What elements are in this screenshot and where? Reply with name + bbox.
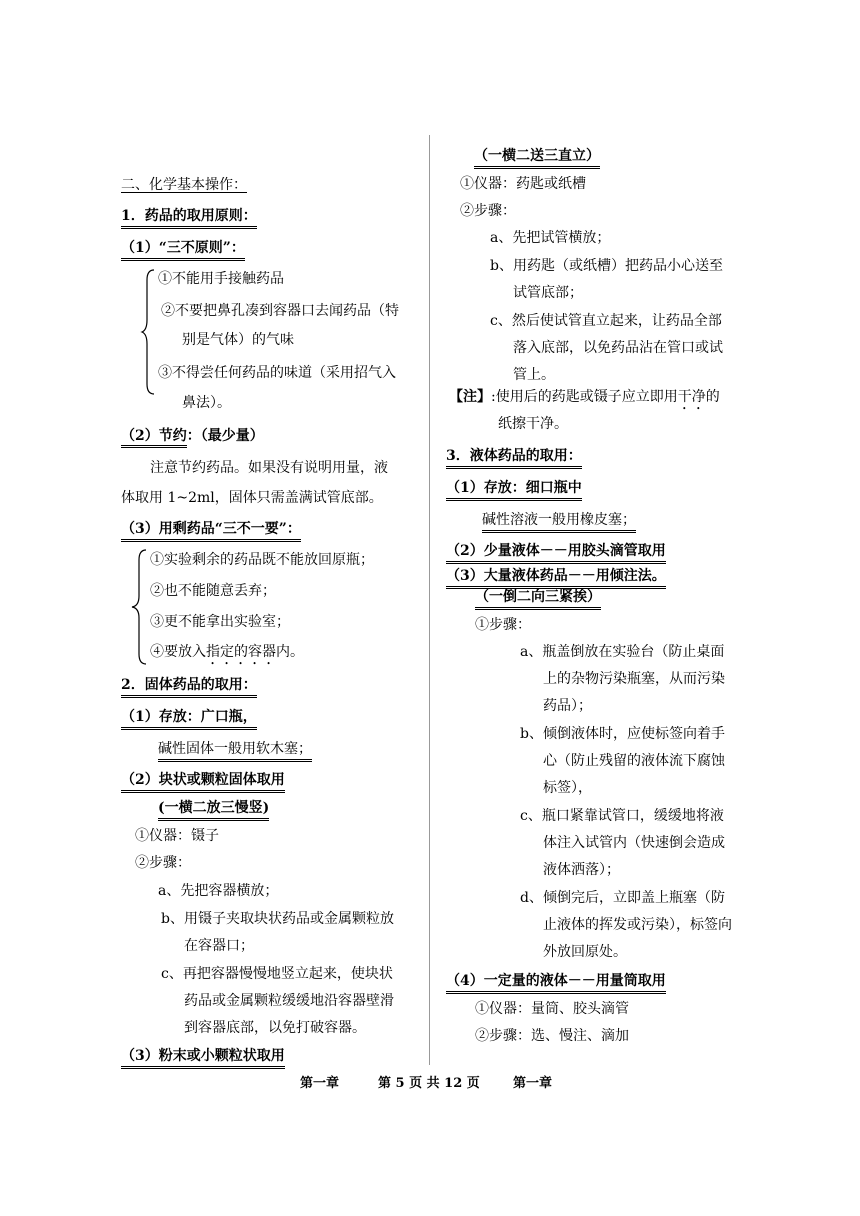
liquid-step-d-line3: 外放回原处。 — [543, 944, 627, 960]
leftover-rule-1: ①实验剩余的药品既不能放回原瓶； — [150, 552, 374, 568]
heading-3-1-note: 碱性溶液一般用橡皮塞； — [482, 511, 636, 533]
section-heading: 二、化学基本操作： — [121, 177, 247, 193]
footer-chapter-left: 第一章 — [300, 1076, 340, 1091]
cylinder-steps: ②步骤：选、慢注、滴加 — [475, 1028, 629, 1044]
mnemonic-liquid: （一倒二向三紧挨） — [475, 588, 601, 610]
left-brace-1 — [140, 268, 156, 396]
heading-3-4: （4）一定量的液体－－用量筒取用 — [446, 972, 666, 994]
step-c-line2: 药品或金属颗粒缓缓地沿容器壁滑 — [184, 993, 394, 1009]
liquid-step-b-line1: b、倾倒液体时，应使标签向着手 — [520, 726, 725, 742]
mnemonic-powder: （一横二送三直立） — [474, 147, 600, 169]
mnemonic-solid: (一横二放三慢竖) — [158, 799, 269, 821]
liquid-step-a-line2: 上的杂物污染瓶塞，从而污染 — [543, 671, 725, 687]
step-b-line2: 在容器口； — [184, 938, 254, 954]
powder-instrument: ①仪器：药匙或纸槽 — [460, 176, 586, 192]
heading-1-2: （2）节约：（最少量） — [121, 427, 264, 445]
liquid-steps-label: ①步骤： — [475, 617, 531, 633]
paragraph-line1: 注意节约药品。如果没有说明用量，液 — [150, 460, 388, 476]
rule-1: ①不能用手接触药品 — [158, 271, 284, 287]
cylinder-instrument: ①仪器：量筒、胶头滴管 — [475, 1001, 629, 1017]
footer-chapter-right: 第一章 — [513, 1076, 553, 1091]
powder-step-b-line2: 试管底部； — [513, 285, 583, 301]
powder-step-b-line1: b、用药匙（或纸槽）把药品小心送至 — [490, 258, 723, 274]
liquid-step-b-line3: 标签）， — [543, 780, 592, 796]
liquid-step-d-line1: d、倾倒完后，立即盖上瓶塞（防 — [520, 890, 725, 906]
heading-3-3: （3）大量液体药品－－用倾注法。 — [446, 567, 666, 589]
heading-2-1: （1）存放：广口瓶， — [121, 708, 257, 730]
heading-3: 3．液体药品的取用： — [446, 447, 582, 469]
left-brace-2 — [130, 548, 148, 666]
liquid-step-a-line3: 药品）； — [543, 698, 592, 714]
rule-2-line1: ②不要把鼻孔凑到容器口去闻药品（特 — [161, 303, 399, 319]
heading-2-3: （3）粉末或小颗粒状取用 — [121, 1047, 285, 1069]
powder-step-c-line3: 管上。 — [513, 367, 555, 383]
step-b-line1: b、用镊子夹取块状药品或金属颗粒放 — [161, 911, 394, 927]
footer-page-number: 第 5 页 共 12 页 — [378, 1076, 480, 1091]
note-line1: 【注】:使用后的药匙或镊子应立即用干净的 — [449, 389, 720, 405]
liquid-step-a-line1: a、瓶盖倒放在实验台（防止桌面 — [520, 644, 725, 660]
heading-1: 1．药品的取用原则： — [121, 207, 257, 229]
step-a: a、先把容器横放； — [158, 883, 279, 899]
steps-label: ②步骤： — [135, 855, 191, 871]
liquid-step-b-line2: 心（防止残留的液体流下腐蚀 — [543, 753, 725, 769]
column-divider — [429, 135, 430, 1065]
liquid-step-c-line3: 液体洒落）； — [543, 862, 620, 878]
instrument-line: ①仪器：镊子 — [135, 828, 219, 844]
leftover-rule-4: ④要放入指定的容器内。 — [150, 644, 304, 660]
powder-step-a: a、先把试管横放； — [490, 230, 611, 246]
step-c-line3: 到容器底部，以免打破容器。 — [184, 1020, 366, 1036]
leftover-rule-3: ③更不能拿出实验室； — [150, 614, 290, 630]
rule-2-line2: 别是气体）的气味 — [182, 332, 294, 348]
rule-3-line1: ③不得尝任何药品的味道（采用招气入 — [158, 365, 396, 381]
powder-steps-label: ②步骤： — [460, 203, 516, 219]
powder-step-c-line2: 落入底部，以免药品沾在管口或试 — [513, 340, 723, 356]
heading-3-1: （1）存放：细口瓶中 — [446, 479, 582, 501]
heading-2-2: （2）块状或颗粒固体取用 — [121, 771, 285, 793]
powder-step-c-line1: c、然后使试管直立起来，让药品全部 — [490, 313, 722, 329]
heading-3-2: （2）少量液体－－用胶头滴管取用 — [446, 542, 666, 564]
heading-1-3: （3）用剩药品“三不一要”： — [121, 520, 301, 542]
rule-3-line2: 鼻法）。 — [182, 395, 231, 411]
paragraph-line2: 体取用 1~2ml，固体只需盖满试管底部。 — [121, 490, 383, 506]
leftover-rule-2: ②也不能随意丢弃； — [150, 583, 276, 599]
liquid-step-c-line1: c、瓶口紧靠试管口，缓缓地将液 — [520, 808, 724, 824]
heading-2: 2．固体药品的取用： — [121, 676, 257, 698]
liquid-step-c-line2: 体注入试管内（快速倒会造成 — [543, 835, 725, 851]
note-line2: 纸擦干净。 — [498, 416, 568, 432]
liquid-step-d-line2: 止液体的挥发或污染），标签向 — [543, 917, 732, 933]
heading-2-1-note: 碱性固体一般用软木塞； — [158, 740, 312, 762]
step-c-line1: c、再把容器慢慢地竖立起来，使块状 — [161, 966, 393, 982]
heading-1-1: （1）“三不原则”： — [121, 239, 245, 261]
